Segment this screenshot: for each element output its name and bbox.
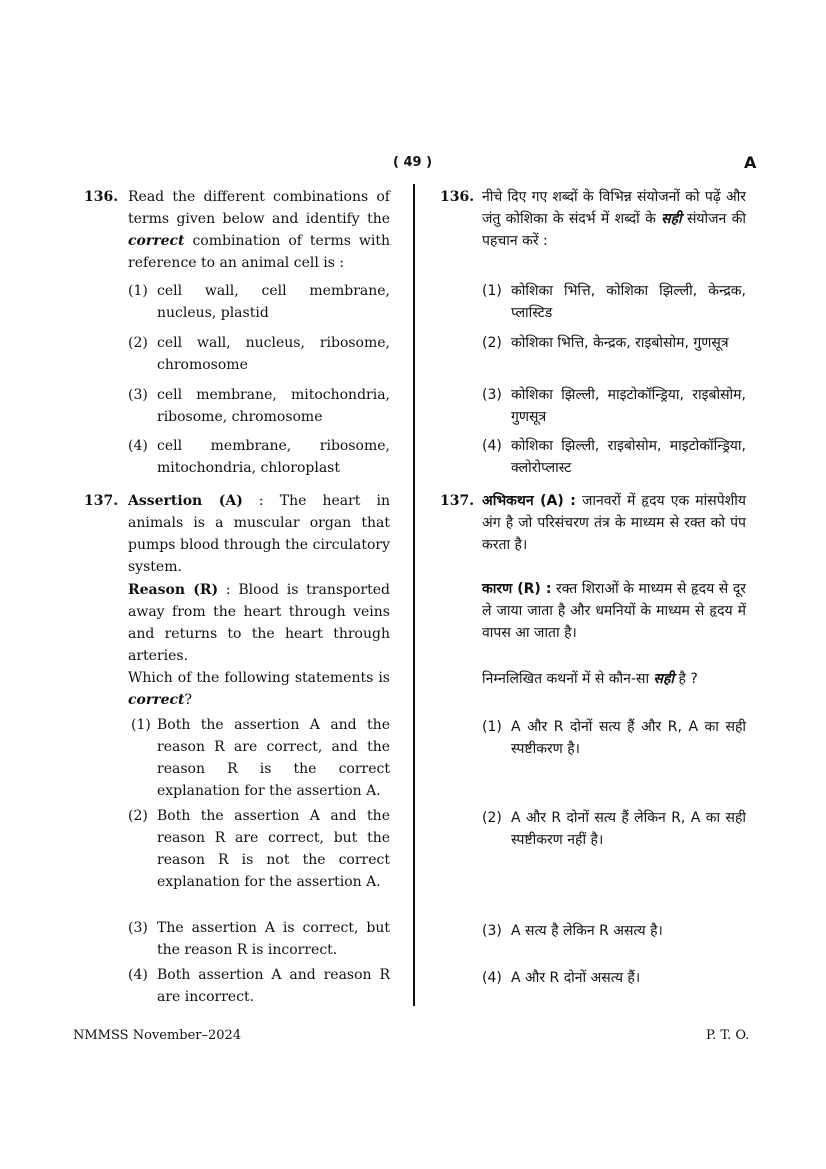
option-text: Both the assertion A and the reason R are correct, and the reason R is the correct explanation for the assertion A. [157, 717, 390, 799]
option[interactable] [131, 714, 390, 802]
option-text: The assertion A is correct, but the reason R is incorrect. [157, 920, 390, 958]
option[interactable] [482, 332, 746, 354]
question-number: 137. [440, 493, 475, 509]
option-number: (4) [482, 438, 502, 454]
option-number: (1) [131, 717, 151, 733]
stem-emphasis: correct [128, 233, 185, 249]
option-text: cell wall, nucleus, ribosome, chromosome [157, 335, 390, 373]
option-number: (3) [128, 387, 148, 403]
prompt-text: निम्नलिखित कथनों में से कौन-सा [482, 671, 654, 687]
booklet-code: A [744, 153, 757, 172]
option[interactable] [482, 920, 746, 942]
assertion-label: अभिकथन (A) : [482, 493, 576, 509]
prompt-emphasis: correct [128, 692, 185, 708]
option-text: cell membrane, ribosome, mitochondria, chloroplast [157, 438, 390, 476]
option[interactable] [482, 716, 746, 760]
option-number: (2) [128, 335, 148, 351]
stem-text: Read the different combinations of terms given below and identify the [128, 189, 390, 227]
option-number: (4) [128, 967, 148, 983]
stem-emphasis: सही [661, 211, 682, 227]
option[interactable] [482, 807, 746, 851]
assertion [482, 490, 746, 556]
option-text: कोशिका भित्ति, केन्द्रक, राइबोसोम, गुणसूत्र [511, 335, 729, 351]
option[interactable] [482, 967, 746, 989]
option-number: (2) [482, 335, 502, 351]
question-stem [482, 186, 746, 252]
option-number: (1) [482, 283, 502, 299]
reason-text: रक्त शिराओं के माध्यम से हृदय से दूर ले जाया जाता है और धमनियों के माध्यम से हृदय में वापस आ जाता है। [482, 581, 747, 641]
option[interactable] [128, 805, 390, 893]
footer-pto: P. T. O. [706, 1028, 750, 1043]
option[interactable] [128, 384, 390, 428]
option-number: (3) [482, 387, 502, 403]
option[interactable] [482, 435, 746, 479]
question-stem [128, 186, 390, 274]
prompt-emphasis: सही [653, 671, 675, 687]
option-text: A और R दोनों सत्य हैं लेकिन R, A का सही स्पष्टीकरण नहीं है। [511, 810, 746, 848]
footer-exam: NMMSS November–2024 [73, 1028, 242, 1043]
option-text: Both the assertion A and the reason R are correct, but the reason R is not the correct explanation for the assertion A. [157, 808, 390, 890]
reason [482, 578, 746, 644]
question-number: 136. [84, 189, 119, 205]
option-text: कोशिका झिल्ली, माइटोकॉन्ड्रिया, राइबोसोम, गुणसूत्र [511, 387, 746, 425]
stem-text: संयोजन की पहचान करें : [482, 211, 746, 249]
option-text: Both assertion A and reason R are incorrect. [157, 967, 390, 1005]
column-divider [413, 184, 415, 1006]
reason-label: Reason (R) [128, 582, 219, 598]
assertion-text: जानवरों में हृदय एक मांसपेशीय अंग है जो परिसंचरण तंत्र के माध्यम से रक्त को पंप करता है। [482, 493, 746, 553]
reason-text: : Blood is transported away from the heart through veins and returns to the heart through arteries. [128, 582, 390, 664]
option-text: कोशिका भित्ति, कोशिका झिल्ली, केन्द्रक, प्लास्टिड [511, 283, 746, 321]
option-number: (3) [482, 923, 502, 939]
option-number: (1) [128, 283, 148, 299]
option-number: (1) [482, 719, 502, 735]
stem-text: नीचे दिए गए शब्दों के विभिन्न संयोजनों को पढ़ें और जंतु कोशिका के संदर्भ में शब्दों के [482, 189, 746, 227]
page-number: ( 49 ) [393, 155, 433, 170]
option[interactable] [128, 964, 390, 1008]
option-number: (2) [482, 810, 502, 826]
option[interactable] [128, 280, 390, 324]
stem-text: combination of terms with reference to an animal cell is : [128, 233, 390, 271]
option-number: (2) [128, 808, 148, 824]
prompt-text: Which of the following statements is [128, 670, 390, 686]
option-text: कोशिका झिल्ली, राइबोसोम, माइटोकॉन्ड्रिया, क्लोरोप्लास्ट [511, 438, 746, 476]
option[interactable] [482, 280, 746, 324]
option-number: (4) [482, 970, 502, 986]
question-number: 137. [84, 493, 119, 509]
option-text: cell wall, cell membrane, nucleus, plastid [157, 283, 390, 321]
prompt-text: ? [184, 692, 193, 708]
assertion-label: Assertion (A) [128, 493, 243, 509]
option[interactable] [482, 384, 746, 428]
option-text: A सत्य है लेकिन R असत्य है। [511, 923, 663, 939]
reason-label: कारण (R) : [482, 581, 552, 597]
option-number: (4) [128, 438, 148, 454]
option-text: A और R दोनों सत्य हैं और R, A का सही स्पष्टीकरण है। [511, 719, 746, 757]
option-number: (3) [128, 920, 148, 936]
reason [128, 579, 390, 667]
question-prompt [128, 667, 390, 711]
option-text: cell membrane, mitochondria, ribosome, chromosome [157, 387, 390, 425]
question-prompt [482, 668, 746, 690]
prompt-text: है ? [674, 671, 698, 687]
option-text: A और R दोनों असत्य हैं। [511, 970, 641, 986]
option[interactable] [128, 917, 390, 961]
option[interactable] [128, 435, 390, 479]
question-number: 136. [440, 189, 475, 205]
option[interactable] [128, 332, 390, 376]
assertion [128, 490, 390, 578]
assertion-text: : The heart in animals is a muscular organ that pumps blood through the circulatory system. [128, 493, 390, 575]
